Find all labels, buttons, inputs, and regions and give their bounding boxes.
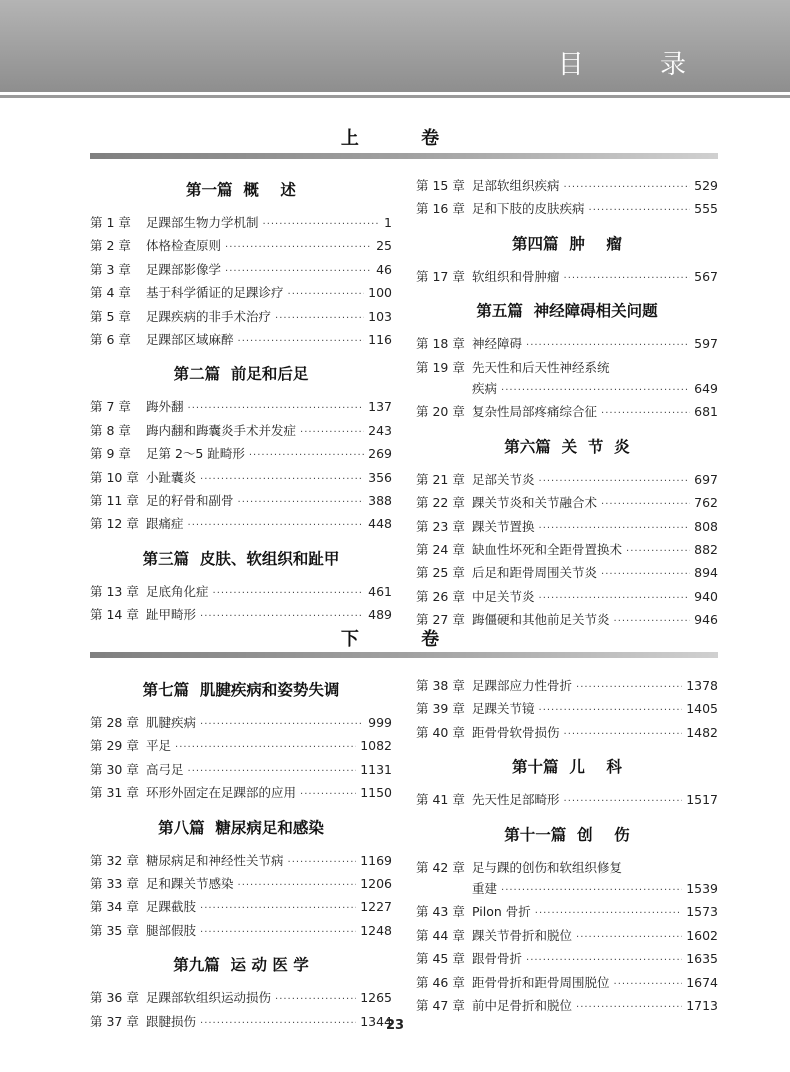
dot-leader — [275, 989, 356, 1010]
toc-entry[interactable] — [416, 972, 718, 995]
toc-entry[interactable] — [416, 586, 718, 609]
toc-entry[interactable] — [416, 789, 718, 812]
dot-leader — [238, 331, 365, 352]
dot-leader — [188, 398, 365, 419]
chapter-page: 1248 — [360, 922, 392, 938]
chapter-title: 踝关节置换 — [472, 518, 535, 534]
dot-leader — [501, 880, 682, 901]
dot-leader — [225, 237, 372, 258]
page-title: 目 录 — [557, 50, 720, 80]
toc-entry[interactable] — [90, 513, 392, 536]
toc-entry[interactable] — [90, 212, 392, 235]
dot-leader — [614, 974, 683, 995]
dot-leader — [501, 380, 690, 401]
chapter-number: 第 42 章 — [416, 859, 465, 875]
chapter-page: 1378 — [686, 678, 718, 693]
page-number: 23 — [385, 1018, 405, 1033]
part-heading: 第六篇 关 节 炎 — [504, 436, 630, 456]
chapter-title: 足第 2～5 趾畸形 — [146, 446, 245, 462]
chapter-number: 第 40 章 — [416, 724, 465, 740]
toc-entry[interactable] — [90, 712, 392, 735]
toc-column-upper-left — [90, 168, 392, 628]
chapter-page: 269 — [368, 446, 392, 462]
chapter-number: 第 29 章 — [90, 738, 139, 754]
toc-entry[interactable] — [416, 995, 718, 1018]
dot-leader — [300, 422, 364, 443]
chapter-number: 第 35 章 — [90, 922, 139, 938]
chapter-page: 697 — [694, 471, 718, 487]
dot-leader — [539, 588, 691, 609]
chapter-number: 第 14 章 — [90, 607, 139, 623]
chapter-number: 第 38 章 — [416, 678, 465, 693]
chapter-number: 第 31 章 — [90, 785, 139, 801]
chapter-page: 681 — [694, 404, 718, 420]
dot-leader — [200, 714, 364, 735]
chapter-title: 后足和距骨周围关节炎 — [472, 565, 598, 581]
dot-leader — [535, 903, 682, 924]
chapter-number: 第 10 章 — [90, 469, 139, 485]
part-heading: 第三篇 皮肤、软组织和趾甲 — [142, 548, 340, 568]
chapter-title: 足和下肢的皮肤疾病 — [472, 201, 585, 217]
chapter-title: 足踝疾病的非手术治疗 — [146, 308, 272, 324]
chapter-page: 1713 — [686, 998, 718, 1014]
chapter-title: 足踝部应力性骨折 — [472, 678, 573, 693]
toc-entry[interactable] — [416, 333, 718, 356]
chapter-number: 第 39 章 — [416, 701, 465, 717]
chapter-number: 第 18 章 — [416, 336, 465, 352]
chapter-number: 第 9 章 — [90, 446, 131, 462]
chapter-number: 第 32 章 — [90, 852, 139, 868]
chapter-title: 足踝部影像学 — [146, 261, 222, 277]
dot-leader — [213, 583, 365, 604]
chapter-title: 距骨骨折和距骨周围脱位 — [472, 974, 610, 990]
chapter-number: 第 7 章 — [90, 399, 131, 415]
toc-entry[interactable] — [416, 266, 718, 289]
chapter-number: 第 13 章 — [90, 583, 139, 599]
chapter-title: 腿部假肢 — [146, 922, 197, 938]
toc-entry[interactable] — [90, 235, 392, 258]
toc-entry[interactable] — [416, 401, 718, 424]
chapter-number: 第 45 章 — [416, 951, 465, 967]
chapter-title: 小趾囊炎 — [146, 469, 197, 485]
chapter-page: 103 — [368, 308, 392, 324]
dot-leader — [288, 284, 365, 305]
chapter-page: 1344 — [360, 1013, 392, 1029]
chapter-title: 中足关节炎 — [472, 588, 535, 604]
toc-entry[interactable] — [90, 920, 392, 943]
toc-entry[interactable] — [90, 259, 392, 282]
chapter-number: 第 5 章 — [90, 308, 131, 324]
chapter-title: 前中足骨折和脱位 — [472, 998, 573, 1014]
chapter-page: 1082 — [360, 738, 392, 754]
dot-leader — [601, 403, 690, 424]
dot-leader — [539, 700, 683, 721]
volume-divider-upper — [90, 153, 718, 159]
dot-leader — [576, 997, 682, 1018]
dot-leader — [288, 852, 357, 873]
chapter-title: 足踝截肢 — [146, 899, 197, 915]
part-heading: 第一篇 概 述 — [186, 180, 296, 199]
chapter-title: 体格检查原则 — [146, 238, 222, 254]
chapter-number: 第 17 章 — [416, 268, 465, 284]
toc-entry[interactable] — [416, 516, 718, 539]
chapter-page: 1131 — [360, 761, 392, 777]
part-heading: 第七篇 肌腱疾病和姿势失调 — [142, 680, 340, 699]
dot-leader — [539, 471, 691, 492]
dot-leader — [526, 950, 682, 971]
dot-leader — [576, 677, 682, 698]
dot-leader — [200, 898, 356, 919]
toc-entry[interactable] — [416, 492, 718, 515]
dot-leader — [589, 200, 691, 221]
chapter-title: 足踝部生物力学机制 — [146, 215, 259, 230]
chapter-number: 第 47 章 — [416, 998, 465, 1014]
toc-entry[interactable] — [416, 198, 718, 221]
toc-entry[interactable] — [90, 850, 392, 873]
dot-leader — [564, 268, 691, 289]
chapter-page: 1150 — [360, 785, 392, 801]
dot-leader — [601, 564, 690, 585]
chapter-title: 踇内翻和踇囊炎手术并发症 — [146, 422, 297, 438]
chapter-title: 足踝部区域麻醉 — [146, 332, 234, 348]
dot-leader — [564, 177, 691, 198]
toc-entry[interactable] — [90, 581, 392, 604]
chapter-page: 567 — [694, 268, 718, 284]
toc-entry[interactable] — [416, 901, 718, 924]
chapter-page: 388 — [368, 493, 392, 509]
header-divider — [0, 95, 790, 98]
chapter-number: 第 21 章 — [416, 471, 465, 487]
chapter-number: 第 36 章 — [90, 990, 139, 1006]
chapter-number: 第 41 章 — [416, 792, 465, 808]
chapter-page: 808 — [694, 518, 718, 534]
chapter-title: Pilon 骨折 — [472, 904, 531, 920]
toc-entry[interactable] — [416, 948, 718, 971]
chapter-number: 第 26 章 — [416, 588, 465, 604]
chapter-title: 跟骨骨折 — [472, 951, 523, 967]
dot-leader — [238, 492, 365, 513]
toc-entry[interactable] — [416, 722, 718, 745]
chapter-number: 第 33 章 — [90, 876, 139, 892]
chapter-page: 1405 — [686, 701, 718, 717]
chapter-title: 踇外翻 — [146, 399, 184, 415]
toc-entry[interactable] — [90, 282, 392, 305]
chapter-page: 25 — [376, 238, 392, 254]
chapter-number: 第 27 章 — [416, 612, 465, 628]
dot-leader — [564, 724, 683, 745]
chapter-page: 489 — [368, 607, 392, 623]
chapter-number: 第 34 章 — [90, 899, 139, 915]
toc-entry[interactable] — [416, 378, 718, 401]
chapter-number: 第 16 章 — [416, 201, 465, 217]
chapter-page: 1517 — [686, 792, 718, 808]
chapter-number: 第 6 章 — [90, 332, 131, 348]
dot-leader — [300, 784, 356, 805]
chapter-page: 882 — [694, 542, 718, 558]
toc-column-upper-right — [416, 175, 718, 633]
part-heading: 第十篇 儿 科 — [512, 757, 622, 777]
toc-entry[interactable] — [416, 469, 718, 492]
toc-entry[interactable] — [90, 896, 392, 919]
chapter-page: 762 — [694, 495, 718, 511]
dot-leader — [263, 214, 381, 235]
dot-leader — [175, 737, 356, 758]
toc-entry[interactable] — [90, 329, 392, 352]
chapter-title: 足和踝关节感染 — [146, 876, 234, 892]
chapter-number: 第 8 章 — [90, 422, 131, 438]
chapter-page: 1 — [384, 215, 392, 230]
toc-entry[interactable] — [416, 562, 718, 585]
chapter-title: 足踝关节镜 — [472, 701, 535, 717]
dot-leader — [601, 494, 690, 515]
part-heading: 第四篇 肿 瘤 — [512, 233, 622, 253]
volume-divider-lower — [90, 652, 718, 658]
chapter-page: 1573 — [686, 904, 718, 920]
toc-entry[interactable] — [90, 420, 392, 443]
toc-column-lower-left — [90, 668, 392, 1034]
chapter-number: 第 11 章 — [90, 493, 139, 509]
chapter-number: 第 3 章 — [90, 261, 131, 277]
chapter-title: 缺血性坏死和全距骨置换术 — [472, 542, 623, 558]
toc-entry[interactable] — [416, 539, 718, 562]
chapter-title: 神经障碍 — [472, 336, 523, 352]
chapter-number: 第 4 章 — [90, 285, 131, 301]
chapter-number: 第 25 章 — [416, 565, 465, 581]
toc-entry[interactable] — [416, 175, 718, 198]
chapter-title: 基于科学循证的足踝诊疗 — [146, 285, 284, 301]
toc-entry[interactable] — [90, 759, 392, 782]
chapter-page: 46 — [376, 261, 392, 277]
chapter-title: 距骨骨软骨损伤 — [472, 724, 560, 740]
chapter-page: 894 — [694, 565, 718, 581]
dot-leader — [576, 927, 682, 948]
chapter-title: 高弓足 — [146, 761, 184, 777]
chapter-title: 平足 — [146, 738, 172, 754]
toc-entry[interactable] — [90, 443, 392, 466]
chapter-title: 足部关节炎 — [472, 471, 535, 487]
chapter-number: 第 24 章 — [416, 542, 465, 558]
chapter-page: 529 — [694, 178, 718, 193]
part-heading: 第五篇 神经障碍相关问题 — [476, 301, 658, 321]
chapter-page: 448 — [368, 516, 392, 532]
chapter-title: 踇僵硬和其他前足关节炎 — [472, 612, 610, 628]
chapter-page: 1206 — [360, 876, 392, 892]
chapter-page: 940 — [694, 588, 718, 604]
toc-entry[interactable] — [416, 357, 718, 378]
dot-leader — [275, 308, 364, 329]
chapter-number: 第 28 章 — [90, 715, 139, 730]
chapter-page: 100 — [368, 285, 392, 301]
chapter-title: 糖尿病足和神经性关节病 — [146, 852, 284, 868]
chapter-page: 461 — [368, 583, 392, 599]
chapter-page: 1539 — [686, 881, 718, 897]
chapter-title: 足踝部软组织运动损伤 — [146, 990, 272, 1006]
chapter-title: 踝关节骨折和脱位 — [472, 927, 573, 943]
dot-leader — [200, 469, 364, 490]
toc-entry[interactable] — [90, 490, 392, 513]
toc-entry[interactable] — [416, 857, 718, 878]
toc-entry[interactable] — [90, 306, 392, 329]
dot-leader — [539, 518, 691, 539]
chapter-title: 足部软组织疾病 — [472, 178, 560, 193]
chapter-page: 243 — [368, 422, 392, 438]
chapter-page: 1482 — [686, 724, 718, 740]
toc-entry[interactable] — [90, 735, 392, 758]
chapter-page: 555 — [694, 201, 718, 217]
chapter-page: 116 — [368, 332, 392, 348]
dot-leader — [238, 875, 357, 896]
chapter-title: 肌腱疾病 — [146, 715, 197, 730]
chapter-page: 1169 — [360, 852, 392, 868]
chapter-number: 第 23 章 — [416, 518, 465, 534]
chapter-title: 复杂性局部疼痛综合征 — [472, 404, 598, 420]
volume-title-lower: 下 卷 — [340, 629, 468, 650]
dot-leader — [188, 761, 357, 782]
chapter-title: 重建 — [472, 881, 498, 897]
chapter-page: 1602 — [686, 927, 718, 943]
chapter-title: 软组织和骨肿瘤 — [472, 268, 560, 284]
part-heading: 第八篇 糖尿病足和感染 — [158, 817, 324, 837]
chapter-number: 第 44 章 — [416, 927, 465, 943]
chapter-title: 足与踝的创伤和软组织修复 — [472, 859, 623, 875]
dot-leader — [200, 922, 356, 943]
chapter-title: 环形外固定在足踝部的应用 — [146, 785, 297, 801]
part-heading: 第九篇 运 动 医 学 — [173, 955, 309, 975]
volume-title-upper: 上 卷 — [340, 128, 468, 149]
chapter-page: 137 — [368, 399, 392, 415]
chapter-title: 先天性和后天性神经系统 — [472, 359, 610, 375]
chapter-number: 第 37 章 — [90, 1013, 139, 1029]
dot-leader — [249, 445, 364, 466]
chapter-page: 1635 — [686, 951, 718, 967]
chapter-title: 足的籽骨和副骨 — [146, 493, 234, 509]
dot-leader — [225, 261, 372, 282]
chapter-number: 第 43 章 — [416, 904, 465, 920]
chapter-number: 第 30 章 — [90, 761, 139, 777]
chapter-page: 1674 — [686, 974, 718, 990]
dot-leader — [188, 515, 365, 536]
toc-entry[interactable] — [90, 987, 392, 1010]
chapter-number: 第 1 章 — [90, 215, 131, 230]
chapter-page: 999 — [368, 715, 392, 730]
dot-leader — [526, 335, 690, 356]
chapter-page: 1227 — [360, 899, 392, 915]
chapter-page: 946 — [694, 612, 718, 628]
chapter-title: 足底角化症 — [146, 583, 209, 599]
toc-entry[interactable] — [416, 925, 718, 948]
chapter-page: 1265 — [360, 990, 392, 1006]
chapter-number: 第 12 章 — [90, 516, 139, 532]
toc-entry[interactable] — [90, 396, 392, 419]
chapter-title: 踝关节炎和关节融合术 — [472, 495, 598, 511]
toc-entry[interactable] — [90, 467, 392, 490]
chapter-title: 先天性足部畸形 — [472, 792, 560, 808]
chapter-title: 跟腱损伤 — [146, 1013, 197, 1029]
chapter-number: 第 20 章 — [416, 404, 465, 420]
dot-leader — [626, 541, 690, 562]
toc-entry[interactable] — [90, 782, 392, 805]
chapter-number: 第 2 章 — [90, 238, 131, 254]
chapter-title: 疾病 — [472, 381, 498, 397]
chapter-page: 356 — [368, 469, 392, 485]
chapter-number: 第 19 章 — [416, 359, 465, 375]
part-heading: 第二篇 前足和后足 — [173, 364, 309, 384]
chapter-title: 跟痛症 — [146, 516, 184, 532]
toc-entry[interactable] — [416, 675, 718, 698]
chapter-number: 第 46 章 — [416, 974, 465, 990]
toc-entry[interactable] — [416, 878, 718, 901]
toc-entry[interactable] — [416, 698, 718, 721]
part-heading: 第十一篇 创 伤 — [504, 824, 630, 844]
toc-entry[interactable] — [90, 873, 392, 896]
dot-leader — [564, 791, 683, 812]
toc-column-lower-right — [416, 675, 718, 1018]
chapter-title: 趾甲畸形 — [146, 607, 197, 623]
chapter-page: 649 — [694, 381, 718, 397]
chapter-number: 第 22 章 — [416, 495, 465, 511]
chapter-number: 第 15 章 — [416, 178, 465, 193]
chapter-page: 597 — [694, 336, 718, 352]
